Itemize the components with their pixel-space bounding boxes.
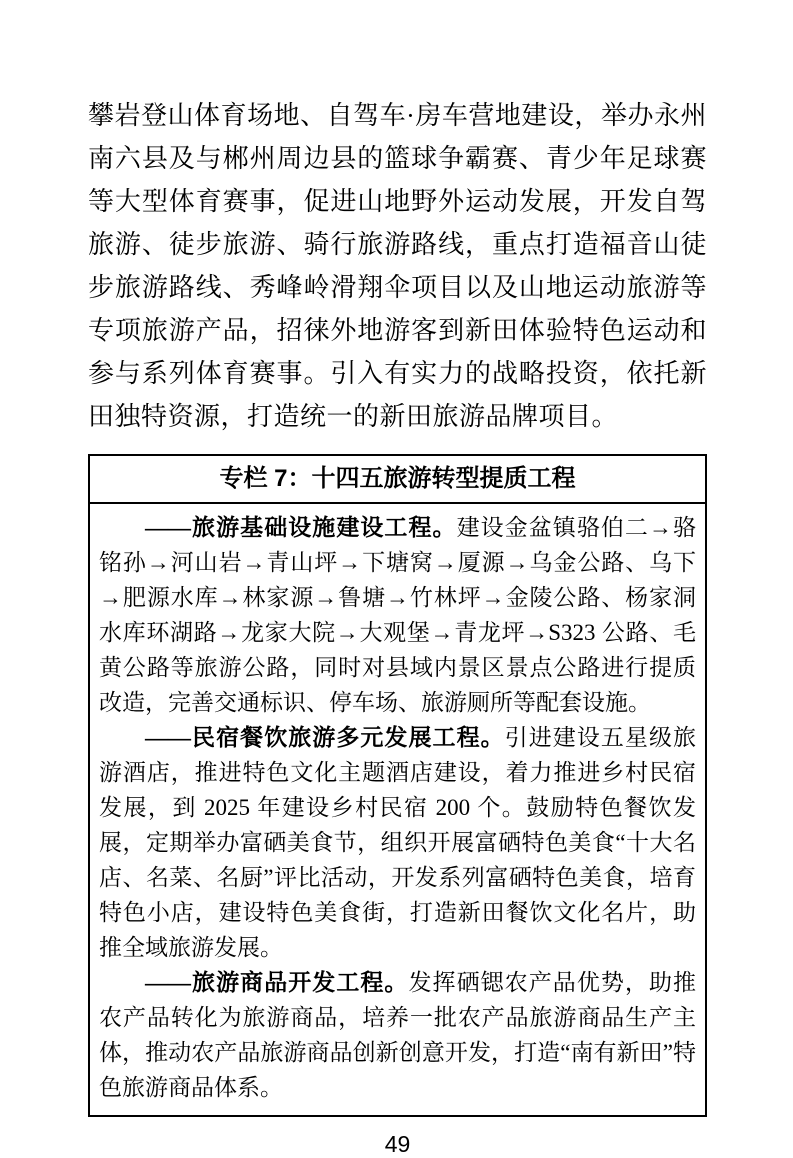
section-heading: ——旅游商品开发工程。 [145,970,409,995]
box-section-tourism-products [99,965,696,1105]
feature-box-body [90,504,705,1115]
body-paragraph: 攀岩登山体育场地、自驾车·房车营地建设，举办永州南六县及与郴州周边县的篮球争霸赛、青少年足球赛等大型体育赛事，促进山地野外运动发展，开发自驾旅游、徒步旅游、骑行旅游路线，重点打造福音山徒步旅游路线、秀峰岭滑翔伞项目以及山地运动旅游等专项旅游产品，招徕外地游客到新田体验特色运动和参与系列体育赛事。引入有实力的战略投资，依托新田独特资源，打造统一的新田旅游品牌项目。 [88,101,707,431]
page-number: 49 [384,1131,411,1157]
feature-box [88,454,707,1117]
section-heading: ——旅游基础设施建设工程。 [145,515,457,540]
box-section-infrastructure [99,510,696,720]
section-body-text: 引进建设五星级旅游酒店，推进特色文化主题酒店建设，着力推进乡村民宿发展，到 2025 年建设乡村民宿 200 个。鼓励特色餐饮发展，定期举办富硒美食节，组织开展富硒特色美食“十大名店、名菜、名厨”评比活动，开发系列富硒特色美食，培育特色小店，建设特色美食街，打造新田餐饮文化名片，助推全域旅游发展。 [99,725,697,960]
section-body-text: 建设金盆镇骆伯二→骆铭孙→河山岩→青山坪→下塘窝→厦源→乌金公路、乌下→肥源水库→林家源→鲁塘→竹林坪→金陵公路、杨家洞水库环湖路→龙家大院→大观堡→青龙坪→S323 公路、毛黄公路等旅游公路，同时对县域内景区景点公路进行提质改造，完善交通标识、停车场、旅游厕所等配套设施。 [99,515,697,715]
feature-box-title: 专栏 7：十四五旅游转型提质工程 [90,456,705,504]
section-heading: ——民宿餐饮旅游多元发展工程。 [145,725,505,750]
box-section-lodging-dining [99,720,696,965]
section-body-text: 发挥硒锶农产品优势，助推农产品转化为旅游商品，培养一批农产品旅游商品生产主体，推动农产品旅游商品创新创意开发，打造“南有新田”特色旅游商品体系。 [99,970,697,1100]
